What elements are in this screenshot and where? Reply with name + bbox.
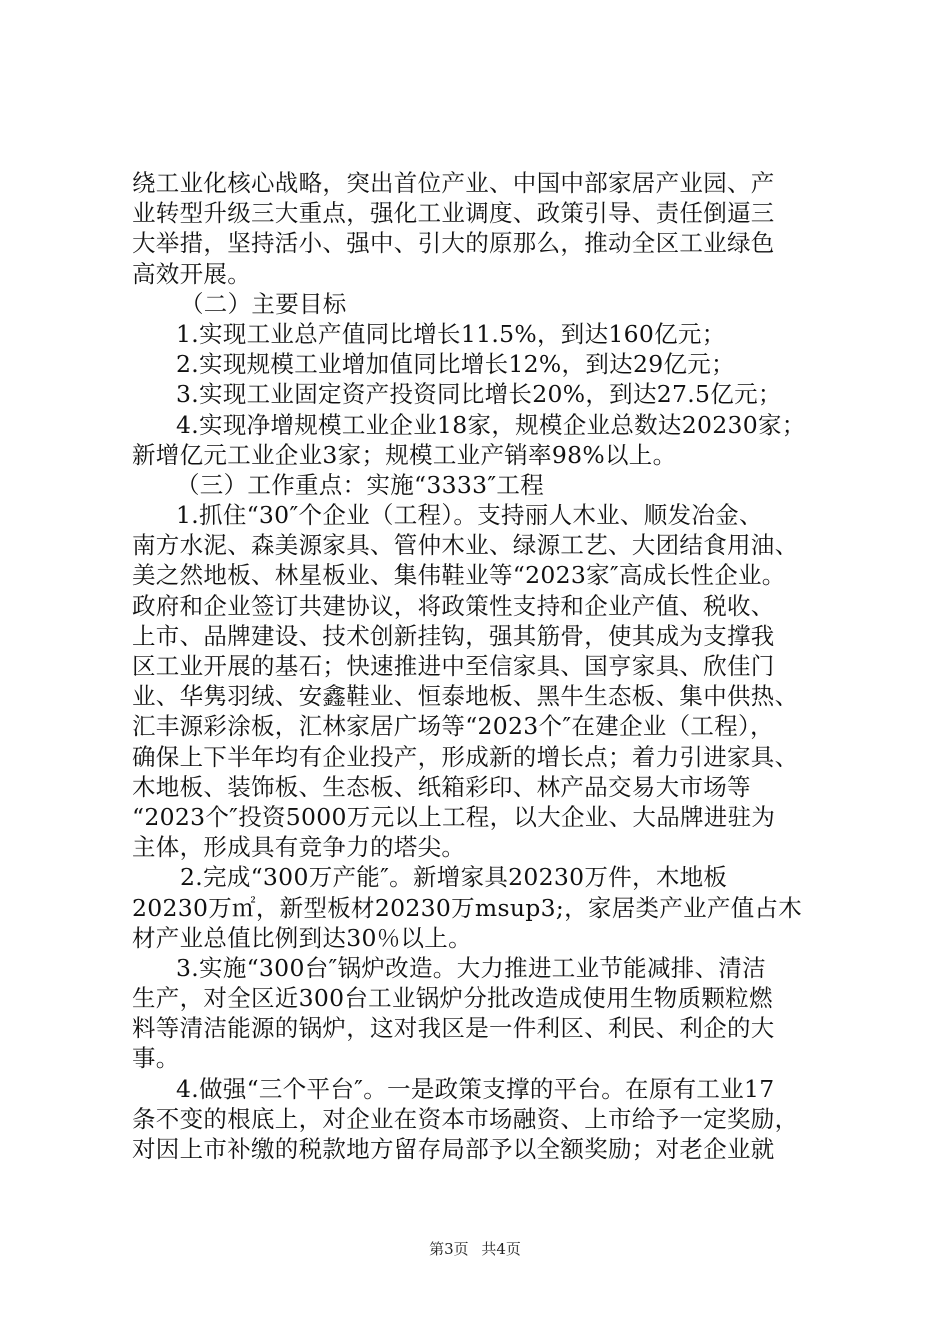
- text-line: 主体，形成具有竞争力的塔尖。: [132, 833, 466, 862]
- document-body: [132, 168, 832, 1164]
- text-line: 4.做强“三个平台″。一是政策支撑的平台。在原有工业17: [176, 1074, 775, 1103]
- text-line: “2023个″投资5000万元以上工程，以大企业、大品牌进驻为: [132, 802, 776, 831]
- text-line: 上市、品牌建设、技术创新挂钩，强其筋骨，使其成为支撑我: [132, 621, 775, 650]
- text-line: 南方水泥、森美源家具、管仲木业、绿源工艺、大团结食用油、: [132, 531, 799, 560]
- text-line: 业转型升级三大重点，强化工业调度、政策引导、责任倒逼三: [132, 199, 775, 228]
- text-line: 2.实现规模工业增加值同比增长12%，到达29亿元；: [176, 350, 735, 379]
- text-line: 生产，对全区近300台工业锅炉分批改造成使用生物质颗粒燃: [132, 984, 773, 1013]
- text-line: 业、华隽羽绒、安鑫鞋业、恒泰地板、黑牛生态板、集中供热、: [132, 682, 799, 711]
- text-line: 材产业总值比例到达30％以上。: [132, 923, 472, 952]
- text-line: 2.完成“300万产能″。新增家具20230万件，木地板: [180, 863, 728, 892]
- text-line: 木地板、装饰板、生态板、纸箱彩印、林产品交易大市场等: [132, 772, 751, 801]
- text-line: 对因上市补缴的税款地方留存局部予以全额奖励；对老企业就: [132, 1135, 775, 1163]
- text-line: （三）工作重点：实施“3333″工程: [176, 470, 544, 499]
- text-line: 1.抓住“30″个企业（工程）。支持丽人木业、顺发冶金、: [176, 501, 763, 530]
- text-line: 区工业开展的基石；快速推进中至信家具、国亨家具、欣佳门: [132, 652, 775, 680]
- text-line: 绕工业化核心战略，突出首位产业、中国中部家居产业园、产: [132, 169, 775, 197]
- text-line: 20230万㎡，新型板材20230万msup3;，家居类产业产值占木: [132, 893, 803, 922]
- text-line: 1.实现工业总产值同比增长11.5%，到达160亿元；: [176, 319, 726, 348]
- text-line: 料等清洁能源的锅炉，这对我区是一件利区、利民、利企的大: [132, 1014, 775, 1043]
- text-line: 美之然地板、林星板业、集伟鞋业等“2023家″高成长性企业。: [132, 561, 786, 590]
- text-line: 确保上下半年均有企业投产，形成新的增长点；着力引进家具、: [132, 742, 799, 771]
- text-line: 高效开展。: [132, 259, 251, 288]
- text-line: 3.实施“300台″锅炉改造。大力推进工业节能减排、清洁: [176, 953, 766, 982]
- text-line: 汇丰源彩涂板，汇林家居广场等“2023个″在建企业（工程），: [132, 712, 774, 741]
- page-footer: [0, 1238, 950, 1259]
- text-line: 大举措，坚持活小、强中、引大的原那么，推动全区工业绿色: [132, 229, 775, 258]
- text-line: 3.实现工业固定资产投资同比增长20%，到达27.5亿元；: [176, 380, 782, 409]
- text-line: 事。: [132, 1044, 180, 1073]
- text-line: 条不变的根底上，对企业在资本市场融资、上市给予一定奖励，: [132, 1104, 799, 1133]
- page-number: 第3页: [429, 1240, 469, 1258]
- text-line: 政府和企业签订共建协议，将政策性支持和企业产值、税收、: [132, 591, 775, 620]
- text-line: 新增亿元工业企业3家；规模工业产销率98%以上。: [132, 440, 677, 469]
- page-total: 共4页: [481, 1240, 521, 1258]
- text-line: 4.实现净增规模工业企业18家，规模企业总数达20230家；: [176, 410, 806, 439]
- text-line: （二）主要目标: [180, 289, 347, 318]
